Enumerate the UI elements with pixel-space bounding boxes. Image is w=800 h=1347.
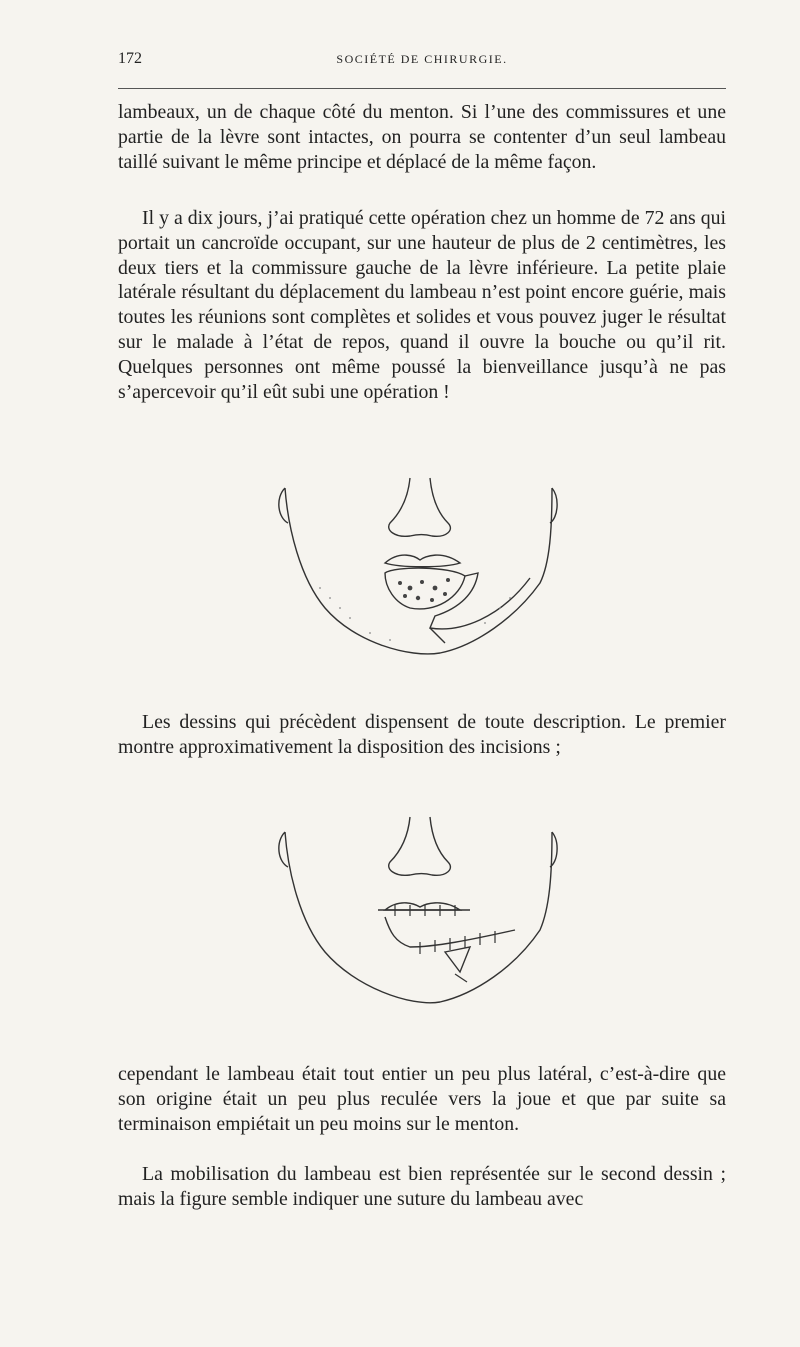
paragraph-5: La mobilisation du lambeau est bien représentée sur le second dessin ; mais la figure semble indiquer une suture du lambeau avec xyxy=(118,1163,726,1210)
figure-suture-drawing xyxy=(260,812,580,1022)
header-rule xyxy=(118,88,726,89)
page-header xyxy=(118,50,726,80)
face-incision-illustration xyxy=(260,468,580,678)
face-suture-illustration xyxy=(260,812,580,1022)
paragraph-3: Les dessins qui précèdent dispensent de toute description. Le premier montre approximativement la disposition des incisions ; xyxy=(118,711,726,758)
page-number: 172 xyxy=(118,50,142,67)
figure-incision-drawing xyxy=(260,468,580,678)
paragraph-4: cependant le lambeau était tout entier un peu plus latéral, c’est-à-dire que son origine était un peu plus reculée vers la joue et que par suite sa terminaison empiétait un peu moins sur le menton. xyxy=(118,1063,726,1135)
paragraph-2: Il y a dix jours, j’ai pratiqué cette opération chez un homme de 72 ans qui portait un cancroïde occupant, sur une hauteur de plus de 2 centimètres, les deux tiers et la commissure gauche de la lèvre inférieure. La petite plaie latérale résultant du déplacement du lambeau n’est point encore guérie, mais toutes les réunions sont complètes et solides et vous pouvez juger le résultat sur le malade à l’état de repos, quand il ouvre la bouche ou qu’il rit. Quelques personnes ont même poussé la bienveillance jusqu’à ne pas s’apercevoir qu’il eût subi une opération ! xyxy=(118,207,726,403)
running-title: SOCIÉTÉ DE CHIRURGIE. xyxy=(336,52,508,66)
paragraph-1: lambeaux, un de chaque côté du menton. Si l’une des commissures et une partie de la lèvre sont intactes, on pourra se contenter d’un seul lambeau taillé suivant le même principe et déplacé de la même façon. xyxy=(118,101,726,173)
